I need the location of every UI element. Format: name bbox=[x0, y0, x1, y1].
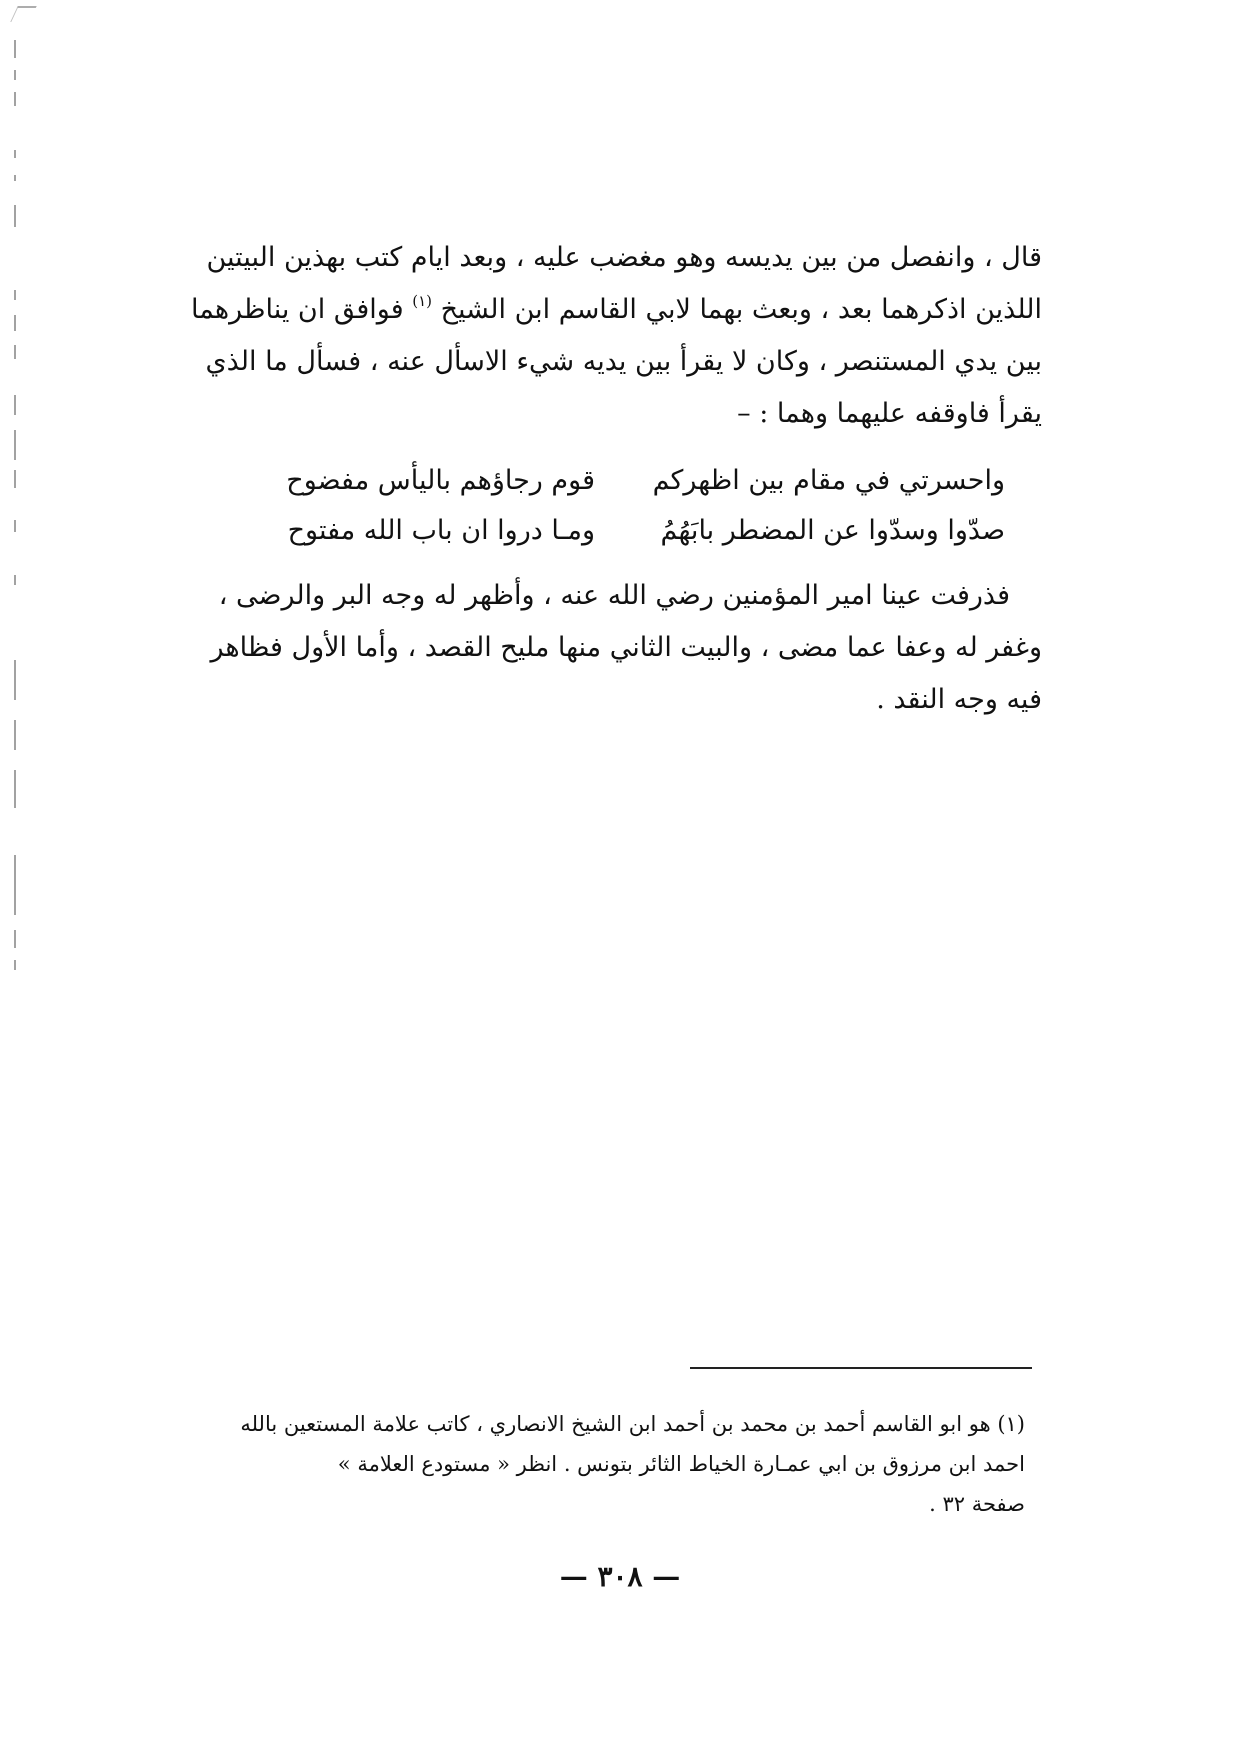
poem-verses bbox=[215, 456, 1005, 556]
verse-second-hemistich: قوم رجاؤهم باليأس مفضوح bbox=[286, 465, 595, 496]
main-paragraph-2 bbox=[170, 570, 1042, 726]
footnote-line: (١) هو ابو القاسم أحمد بن محمد بن أحمد ابن الشيخ الانصاري ، كاتب علامة المستعين بالله bbox=[240, 1412, 1025, 1436]
verse-first-hemistich: واحسرتي في مقام بين اظهركم bbox=[652, 465, 1005, 496]
text-line: بين يدي المستنصر ، وكان لا يقرأ بين يديه شيء الاسأل عنه ، فسأل ما الذي bbox=[205, 346, 1042, 377]
text-line: قال ، وانفصل من بين يديسه وهو مغضب عليه ، وبعد ايام كتب بهذين البيتين bbox=[206, 242, 1042, 273]
verse-first-hemistich: صدّوا وسدّوا عن المضطر بابَهُمُ bbox=[660, 515, 1005, 546]
text-line: يقرأ فاوقفه عليهما وهما : – bbox=[737, 398, 1042, 429]
verse-second-hemistich: ومـا دروا ان باب الله مفتوح bbox=[287, 515, 595, 546]
text-segment: اللذين اذكرهما بعد ، وبعث بهما لابي القاسم ابن الشيخ bbox=[440, 294, 1042, 325]
verse-line bbox=[215, 506, 1005, 556]
text-segment: فوافق ان يناظرهما bbox=[191, 294, 404, 325]
main-paragraph-1 bbox=[170, 232, 1042, 440]
text-line: وغفر له وعفا عما مضى ، والبيت الثاني منها مليح القصد ، وأما الأول فظاهر bbox=[210, 632, 1042, 663]
text-line: فيه وجه النقد . bbox=[876, 684, 1042, 715]
footnote-line: احمد ابن مرزوق بن ابي عمـارة الخياط الثائر بتونس . انظر « مستودع العلامة » bbox=[337, 1452, 1025, 1476]
verse-line bbox=[215, 456, 1005, 506]
text-line: فذرفت عينا امير المؤمنين رضي الله عنه ، وأظهر له وجه البر والرضى ، bbox=[218, 580, 1010, 611]
footnote-marker: (١) bbox=[412, 292, 432, 310]
footnote-divider bbox=[690, 1367, 1032, 1369]
page-number: — ٣٠٨ — bbox=[559, 1560, 681, 1593]
scan-edge-speckle bbox=[14, 0, 20, 1200]
text-line bbox=[170, 284, 1042, 336]
footnote-line: صفحة ٣٢ . bbox=[929, 1492, 1025, 1516]
footnote bbox=[165, 1404, 1025, 1524]
